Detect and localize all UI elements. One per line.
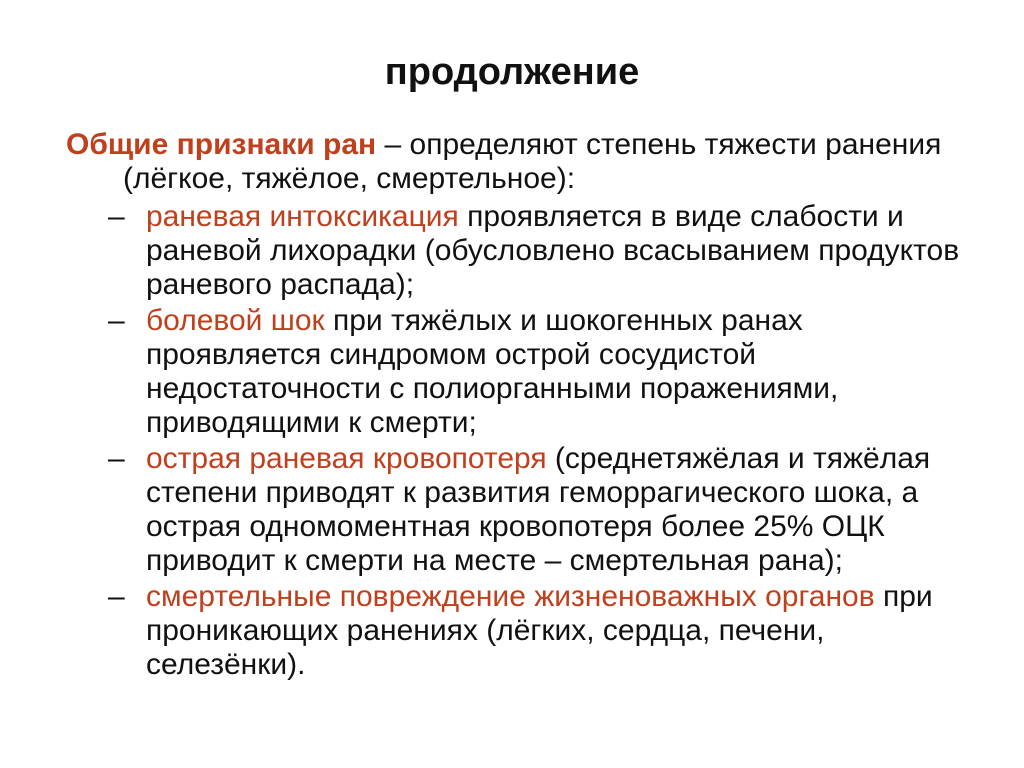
- sub-point-text: (среднетяжёлая и тяжёлая степени приводят к развития геморрагического шока, а острая одномоментная кровопотеря более 25% ОЦК приводит к смерти на месте – смертельная рана);: [146, 442, 931, 577]
- slide-content: [66, 128, 966, 684]
- dash-bullet: –: [108, 580, 125, 613]
- sub-point: [66, 304, 966, 440]
- sub-point-text: при тяжёлых и шокогенных ранах проявляется синдромом острой сосудистой недостаточности с полиорганными поражениями, приводящими к смерти;: [146, 304, 839, 439]
- sub-point-term: смертельные повреждение жизненоважных органов: [146, 580, 875, 613]
- main-point-text: – определяют степень тяжести ранения (лёгкое, тяжёлое, смертельное):: [123, 128, 942, 195]
- sub-point-text: при проникающих ранениях (лёгких, сердца, печени, селезёнки).: [146, 580, 933, 681]
- slide-title: продолжение: [384, 51, 640, 93]
- sub-point-term: раневая интоксикация: [146, 200, 459, 233]
- sub-point-text: проявляется в виде слабости и раневой лихорадки (обусловлено всасыванием продуктов раневого распада);: [146, 200, 960, 301]
- main-point-term: Общие признаки ран: [66, 128, 377, 161]
- sub-point: [66, 442, 966, 578]
- sub-point-term: острая раневая кровопотеря: [146, 442, 547, 475]
- main-point: [66, 128, 966, 196]
- dash-bullet: –: [108, 304, 125, 337]
- sub-point: [66, 580, 966, 682]
- sub-point-term: болевой шок: [146, 304, 325, 337]
- sub-point-list: [66, 200, 966, 682]
- dash-bullet: –: [108, 442, 125, 475]
- sub-point: [66, 200, 966, 302]
- dash-bullet: –: [108, 200, 125, 233]
